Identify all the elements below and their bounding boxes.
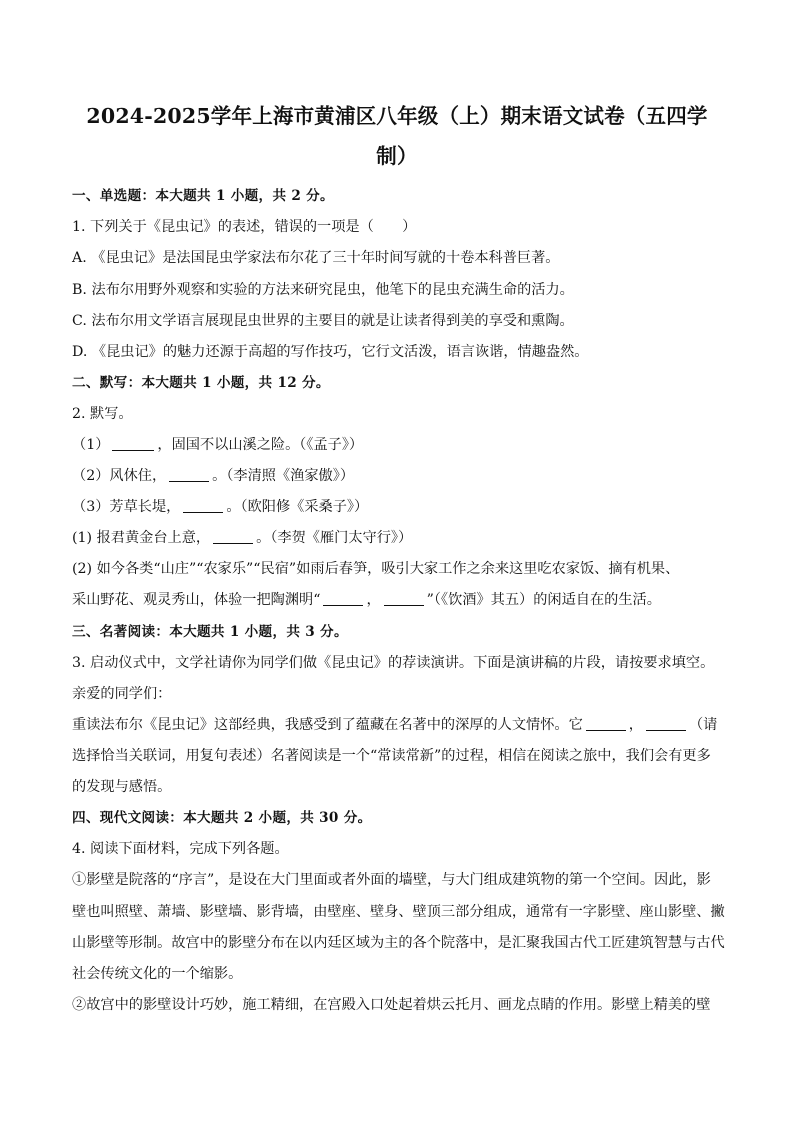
- q1-option-c: C. 法布尔用文学语言展现昆虫世界的主要目的就是让读者得到美的享受和熏陶。: [72, 313, 574, 329]
- fill-blank[interactable]: [213, 529, 253, 544]
- q3-paragraph-line1: [72, 715, 718, 735]
- q2-item-3-suffix: 。（欧阳修《采桑子》）: [226, 499, 369, 515]
- q2-item-1-prefix: （1）: [72, 437, 110, 453]
- q4-paragraph1-line3: 山影壁等形制。故宫中的影壁分布在以内廷区域为主的各个院落中，是汇聚我国古代工匠建筑智慧与古代: [72, 935, 725, 951]
- section3-header: 三、名著阅读：本大题共 1 小题，共 3 分。: [72, 624, 348, 640]
- q3-paragraph-separator: ，: [628, 717, 643, 733]
- fill-blank[interactable]: [384, 591, 424, 606]
- q4-paragraph2-line1: ②故宫中的影壁设计巧妙，施工精细，在宫殿入口处起着烘云托月、画龙点睛的作用。影壁上精美的壁: [72, 997, 711, 1013]
- q2-item-5-separator: ，: [366, 592, 381, 608]
- q2-item-2-prefix: （2）风休住，: [72, 468, 167, 484]
- q2-item-5-suffix: ”（《饮酒》其五）的闲适自在的生活。: [426, 592, 661, 608]
- fill-blank[interactable]: [169, 467, 209, 482]
- q2-item-5-line1: (2) 如今各类“山庄”“农家乐”“民宿”如雨后春笋，吸引大家工作之余来这里吃农家饭、摘有机果、: [72, 561, 680, 577]
- q2-item-4-prefix: (1) 报君黄金台上意，: [72, 530, 211, 546]
- fill-blank[interactable]: [323, 591, 363, 606]
- q3-paragraph-line3: 的发现与感悟。: [72, 779, 172, 795]
- q3-paragraph-line2: 选择恰当关联词，用复句表述）名著阅读是一个“常读常新”的过程，相信在阅读之旅中，我们会有更多: [72, 748, 711, 764]
- section4-header: 四、现代文阅读：本大题共 2 小题，共 30 分。: [72, 810, 372, 826]
- q2-item-1: [72, 435, 718, 455]
- q4-paragraph1-line2: 壁也叫照壁、萧墙、影壁墙、影背墙，由壁座、壁身、壁顶三部分组成，通常有一字影壁、座山影壁、撇: [72, 904, 725, 920]
- q1-stem: 1. 下列关于《昆虫记》的表述，错误的一项是（ ）: [72, 219, 417, 235]
- q2-stem: 2. 默写。: [72, 406, 133, 422]
- q4-stem: 4. 阅读下面材料，完成下列各题。: [72, 841, 289, 857]
- q2-item-3: [72, 497, 718, 517]
- q2-item-4: [72, 528, 718, 548]
- q4-paragraph1-line1: ①影壁是院落的“序言”，是设在大门里面或者外面的墙壁，与大门组成建筑物的第一个空间。因此，影: [72, 872, 711, 888]
- q2-item-4-suffix: 。（李贺《雁门太守行》）: [256, 530, 413, 546]
- q2-item-3-prefix: （3）芳草长堤，: [72, 499, 181, 515]
- exam-title-line2: 制）: [376, 144, 418, 168]
- q2-item-2: [72, 466, 718, 486]
- section2-header: 二、默写：本大题共 1 小题，共 12 分。: [72, 375, 330, 391]
- q3-paragraph-suffix: （请: [688, 717, 718, 733]
- q3-stem: 3. 启动仪式中，文学社请你为同学们做《昆虫记》的荐读演讲。下面是演讲稿的片段，请按要求填空。: [72, 655, 715, 671]
- exam-title-line1: 2024-2025学年上海市黄浦区八年级（上）期末语文试卷（五四学: [86, 104, 708, 128]
- q1-option-d: D. 《昆虫记》的魅力还源于高超的写作技巧，它行文活泼，语言诙谐，情趣盎然。: [72, 344, 589, 360]
- q1-option-b: B. 法布尔用野外观察和实验的方法来研究昆虫，他笔下的昆虫充满生命的活力。: [72, 282, 574, 298]
- q1-option-a: A. 《昆虫记》是法国昆虫学家法布尔花了三十年时间写就的十卷本科普巨著。: [72, 250, 560, 266]
- q3-greeting: 亲爱的同学们：: [72, 686, 172, 702]
- fill-blank[interactable]: [586, 716, 626, 731]
- q2-item-2-suffix: 。（李清照《渔家傲》）: [212, 468, 355, 484]
- section1-header: 一、单选题：本大题共 1 小题，共 2 分。: [72, 188, 334, 204]
- fill-blank[interactable]: [646, 716, 686, 731]
- q2-item-5-line2: [72, 590, 718, 610]
- q2-item-1-suffix: ，固国不以山溪之险。（《孟子》）: [157, 437, 364, 453]
- q2-item-5-prefix: 采山野花、观灵秀山，体验一把陶渊明“: [72, 592, 321, 608]
- fill-blank[interactable]: [112, 436, 154, 451]
- fill-blank[interactable]: [183, 498, 223, 513]
- q3-paragraph-prefix: 重读法布尔《昆虫记》这部经典，我感受到了蕴藏在名著中的深厚的人文情怀。它: [72, 717, 583, 733]
- q4-paragraph1-line4: 社会传统文化的一个缩影。: [72, 966, 243, 982]
